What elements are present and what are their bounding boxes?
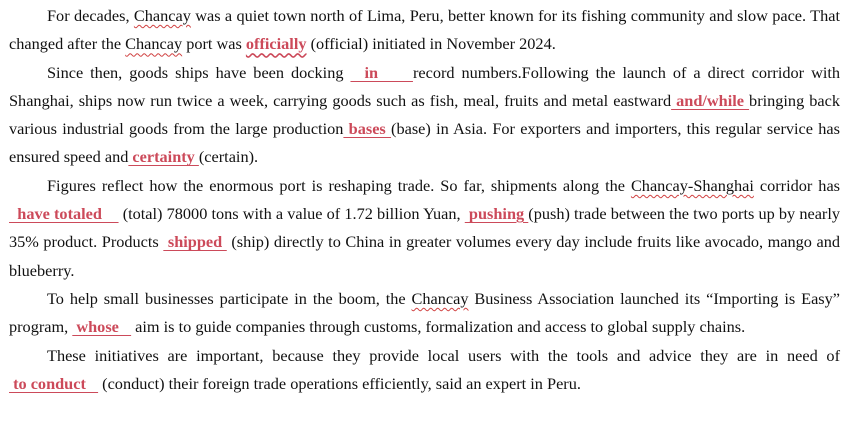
text-run: corridor has — [753, 175, 841, 195]
text-run: To help small businesses participate in the boom, the — [47, 288, 412, 308]
filled-answer: and/while — [671, 90, 750, 110]
paragraph-4 — [9, 285, 840, 342]
text-run: (ship) directly to China in greater volumes every day include fruits like avocado, mango and blueberry. — [9, 232, 841, 280]
text-run: (push) trade between the two ports up by nearly 35% product. Products — [9, 204, 841, 252]
filled-answer: bases — [343, 119, 392, 139]
text-run: Figures reflect how the enormous port is reshaping trade. So far, shipments along the — [47, 175, 631, 195]
answer-blank — [399, 63, 413, 82]
paragraph-1 — [9, 2, 840, 59]
text-run: (base) in Asia. For exporters and importers, this regular service has ensured speed and — [9, 119, 840, 167]
spellcheck-flagged-word: Chancay — [125, 34, 183, 54]
text-run: (conduct) their foreign trade operations efficiently, said an expert in Peru. — [98, 373, 581, 393]
filled-answer: in — [350, 62, 399, 82]
filled-answer: have totaled — [9, 204, 119, 224]
text-run: (total) 78000 tons with a value of 1.72 billion Yuan, — [118, 204, 465, 224]
document-body — [9, 2, 840, 398]
paragraph-3 — [9, 172, 840, 285]
spellcheck-flagged-word: Chancay-Shanghai — [630, 175, 754, 195]
text-run: record numbers.Following the launch of a direct corridor with Shanghai, ships now run twice a week, carrying goods such as fish, meal, fruits and metal eastward — [9, 62, 841, 110]
text-run: (certain). — [198, 147, 259, 167]
text-run: Since then, goods ships have been docking — [47, 62, 351, 82]
text-run: aim is to guide companies through customs, formalization and access to global supply chains. — [131, 317, 746, 337]
filled-answer: pushing — [464, 204, 529, 224]
spellcheck-flagged-word: Chancay — [411, 288, 469, 308]
paragraph-5 — [9, 342, 840, 399]
text-run: For decades, — [47, 6, 134, 25]
paragraph-2 — [9, 59, 840, 172]
filled-answer: whose — [72, 317, 132, 337]
text-run: (official) initiated in November 2024. — [306, 34, 556, 54]
text-run: Business Association launched its “Importing is Easy” program, — [9, 288, 840, 337]
text-run: port was — [182, 34, 246, 54]
filled-answer: to conduct — [9, 373, 99, 393]
filled-answer: shipped — [163, 232, 227, 252]
text-run: bringing back various industrial goods from the large production — [9, 90, 840, 139]
spellcheck-flagged-word: Chancay — [133, 6, 191, 25]
text-run: These initiatives are important, because they provide local users with the tools and advice they are in need of — [47, 345, 840, 365]
text-run: was a quiet town north of Lima, Peru, better known for its fishing community and slow pace. That changed after the — [9, 6, 840, 54]
filled-answer: officially — [245, 34, 307, 54]
filled-answer: certainty — [128, 147, 199, 167]
